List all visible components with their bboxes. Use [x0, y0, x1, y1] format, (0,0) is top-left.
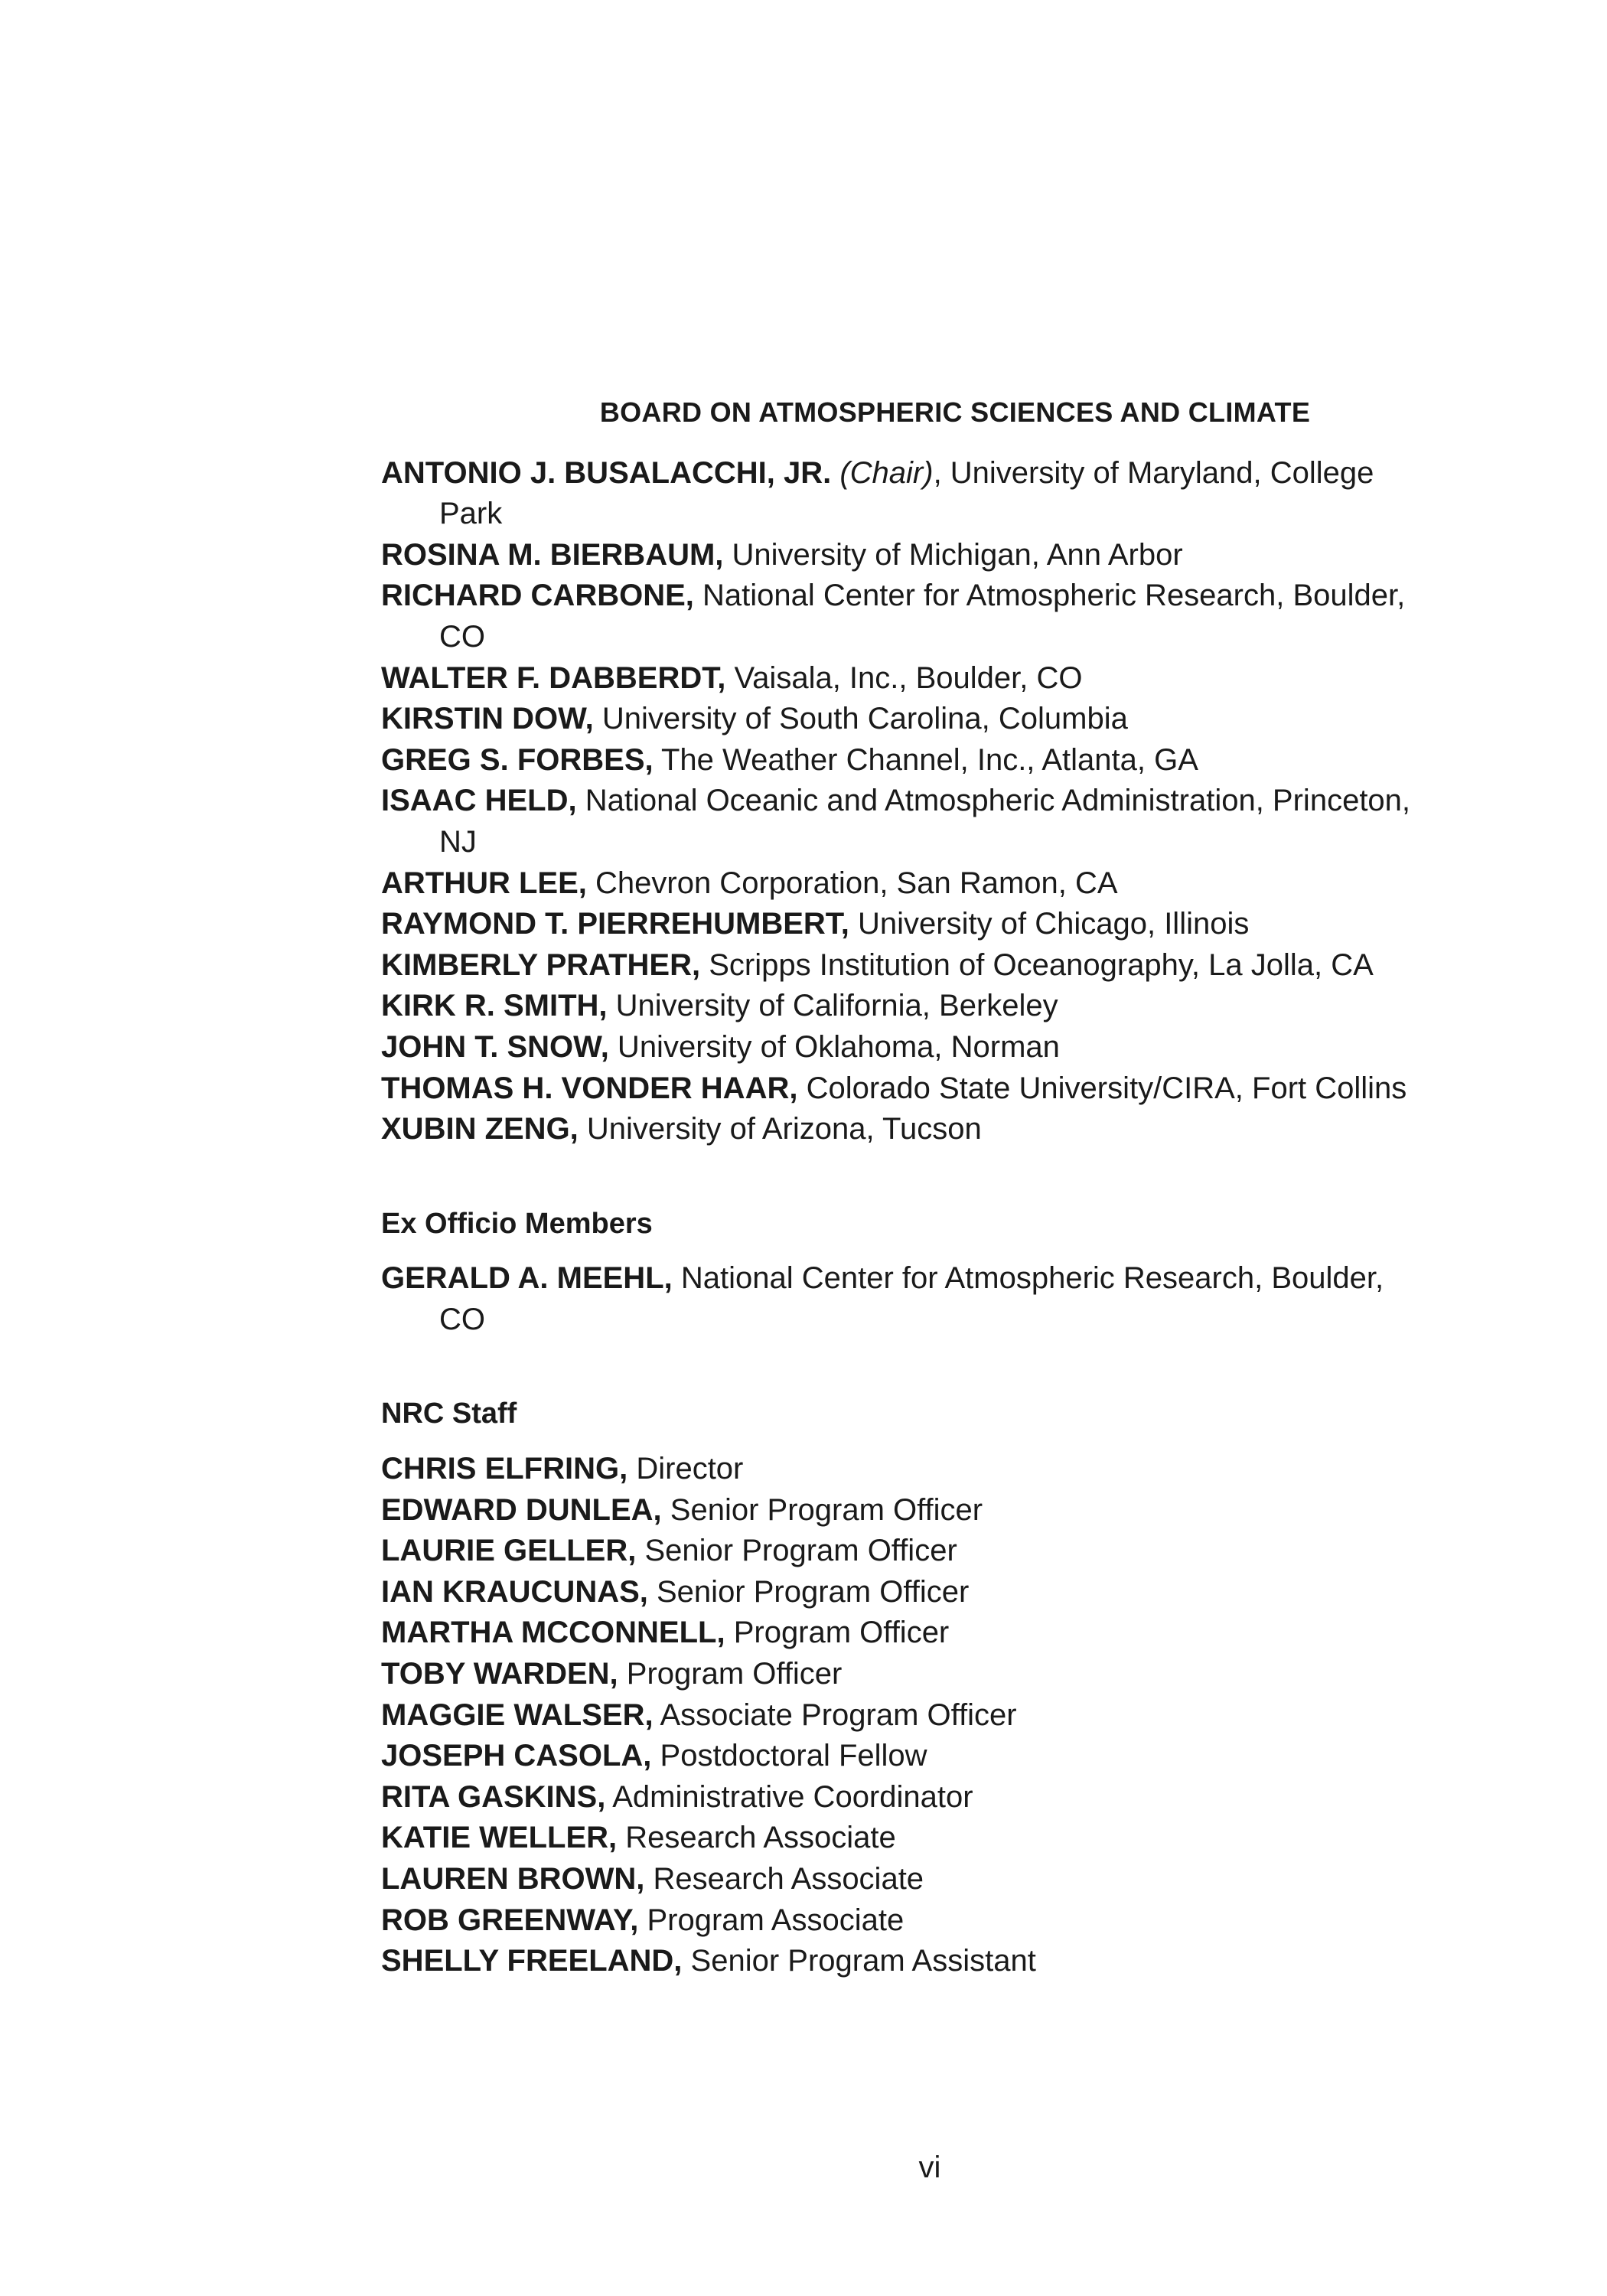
member-name: RAYMOND T. PIERREHUMBERT, — [381, 907, 849, 941]
staff-entry — [381, 1613, 1437, 1654]
staff-name: MARTHA MCCONNELL, — [381, 1616, 725, 1650]
member-name: ANTONIO J. BUSALACCHI, JR. — [381, 455, 832, 490]
member-name: KIMBERLY PRATHER, — [381, 947, 701, 982]
member-affiliation: Chevron Corporation, San Ramon, CA — [586, 866, 1118, 900]
member-name: WALTER F. DABBERDT, — [381, 660, 726, 695]
member-role: (Chair) — [839, 455, 934, 490]
member-affiliation: University of Michigan, Ann Arbor — [723, 537, 1183, 572]
member-name: ISAAC HELD, — [381, 784, 577, 818]
board-title: BOARD ON ATMOSPHERIC SCIENCES AND CLIMATE — [599, 396, 1311, 428]
staff-title: Program Officer — [725, 1616, 950, 1650]
staff-name: KATIE WELLER, — [381, 1821, 618, 1855]
member-affiliation: University of Oklahoma, Norman — [608, 1029, 1060, 1064]
member-entry — [381, 576, 1437, 657]
member-entry — [381, 1109, 1437, 1150]
staff-title: Program Associate — [638, 1903, 905, 1937]
staff-entry — [381, 1859, 1437, 1900]
staff-entry — [381, 1736, 1437, 1777]
member-entry — [381, 1027, 1437, 1068]
member-entry — [381, 904, 1437, 945]
staff-title: Research Associate — [644, 1862, 924, 1896]
member-affiliation: University of California, Berkeley — [607, 989, 1058, 1023]
staff-entry — [381, 1941, 1437, 1982]
ex-officio-heading: Ex Officio Members — [381, 1207, 653, 1240]
member-affiliation: National Center for Atmospheric Research, Boulder, CO — [439, 579, 1406, 654]
staff-entry — [381, 1531, 1437, 1572]
member-affiliation: Scripps Institution of Oceanography, La Jolla, CA — [700, 947, 1374, 982]
member-name: GREG S. FORBES, — [381, 742, 654, 777]
staff-title: Senior Program Assistant — [682, 1944, 1036, 1978]
member-entry — [381, 945, 1437, 987]
staff-name: RITA GASKINS, — [381, 1779, 606, 1814]
staff-entry — [381, 1490, 1437, 1531]
staff-entry — [381, 1777, 1437, 1818]
staff-entry — [381, 1695, 1437, 1737]
member-entry — [381, 1258, 1437, 1340]
staff-name: CHRIS ELFRING, — [381, 1452, 628, 1486]
staff-title: Senior Program Officer — [647, 1574, 970, 1609]
member-entry — [381, 986, 1437, 1027]
staff-title: Research Associate — [617, 1821, 896, 1855]
member-affiliation: University of Arizona, Tucson — [578, 1112, 982, 1146]
member-name: JOHN T. SNOW, — [381, 1029, 609, 1064]
staff-title: Senior Program Officer — [636, 1534, 957, 1568]
member-entry — [381, 1068, 1437, 1110]
ex-officio-section — [381, 1204, 1437, 1341]
staff-entry — [381, 1449, 1437, 1490]
member-affiliation: , University of Maryland, College Park — [439, 455, 1374, 531]
member-entry — [381, 453, 1437, 535]
member-entry — [381, 781, 1437, 863]
staff-title: Administrative Coordinator — [605, 1779, 973, 1814]
member-affiliation: University of South Carolina, Columbia — [593, 702, 1128, 736]
member-name: ROSINA M. BIERBAUM, — [381, 537, 724, 572]
member-entry — [381, 863, 1437, 905]
staff-section — [381, 1394, 1437, 1981]
member-affiliation: The Weather Channel, Inc., Atlanta, GA — [653, 742, 1198, 777]
member-affiliation: Colorado State University/CIRA, Fort Collins — [797, 1071, 1407, 1105]
staff-name: LAURIE GELLER, — [381, 1534, 637, 1568]
staff-title: Postdoctoral Fellow — [651, 1739, 927, 1773]
member-name: KIRSTIN DOW, — [381, 702, 594, 736]
member-entry — [381, 699, 1437, 740]
member-name: RICHARD CARBONE, — [381, 579, 694, 613]
page-number: vi — [918, 2151, 941, 2184]
staff-name: JOSEPH CASOLA, — [381, 1739, 652, 1773]
staff-title: Director — [627, 1452, 744, 1486]
staff-heading: NRC Staff — [381, 1397, 517, 1430]
staff-name: LAUREN BROWN, — [381, 1862, 645, 1896]
member-name: ARTHUR LEE, — [381, 866, 587, 900]
staff-name: EDWARD DUNLEA, — [381, 1492, 662, 1527]
staff-title: Associate Program Officer — [653, 1698, 1017, 1732]
board-members-list — [381, 453, 1437, 1150]
staff-title: Senior Program Officer — [661, 1492, 983, 1527]
member-affiliation: National Oceanic and Atmospheric Administration, Princeton, NJ — [439, 784, 1411, 859]
staff-name: ROB GREENWAY, — [381, 1903, 639, 1937]
member-name: GERALD A. MEEHL, — [381, 1261, 673, 1296]
member-entry — [381, 658, 1437, 700]
staff-title: Program Officer — [618, 1657, 843, 1691]
member-affiliation: National Center for Atmospheric Research, Boulder, CO — [439, 1261, 1384, 1336]
staff-entry — [381, 1818, 1437, 1859]
member-name: THOMAS H. VONDER HAAR, — [381, 1071, 798, 1105]
member-entry — [381, 535, 1437, 576]
member-entry — [381, 740, 1437, 781]
member-affiliation: University of Chicago, Illinois — [849, 907, 1250, 941]
member-name: KIRK R. SMITH, — [381, 989, 608, 1023]
member-affiliation: Vaisala, Inc., Boulder, CO — [725, 660, 1083, 695]
staff-name: MAGGIE WALSER, — [381, 1698, 654, 1732]
page-content — [381, 392, 1437, 1982]
staff-entry — [381, 1572, 1437, 1613]
staff-entry — [381, 1900, 1437, 1942]
staff-name: IAN KRAUCUNAS, — [381, 1574, 648, 1609]
staff-entry — [381, 1654, 1437, 1695]
staff-name: SHELLY FREELAND, — [381, 1944, 683, 1978]
member-name: XUBIN ZENG, — [381, 1112, 579, 1146]
staff-name: TOBY WARDEN, — [381, 1657, 618, 1691]
